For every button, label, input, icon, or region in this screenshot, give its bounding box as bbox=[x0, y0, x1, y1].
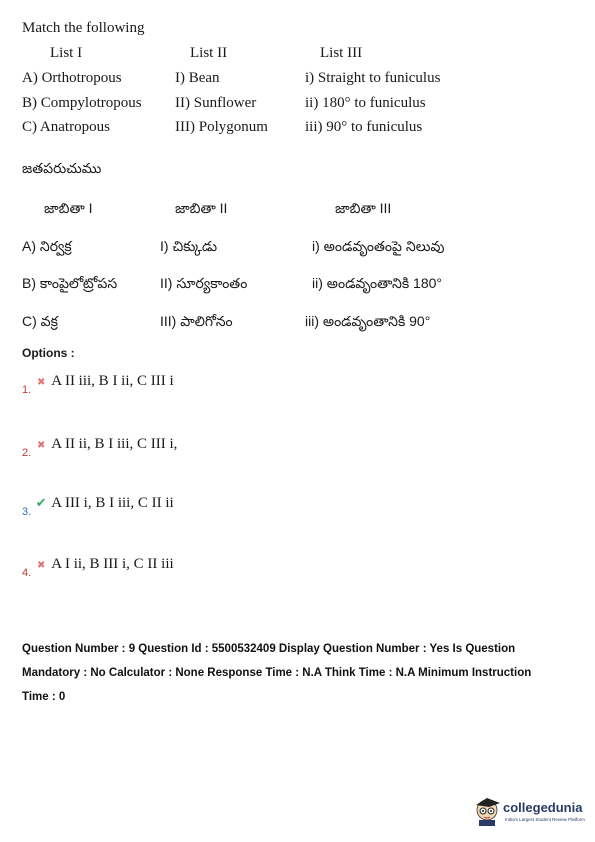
option-1[interactable] bbox=[22, 372, 174, 396]
list-1-item-b: B) Compylotropous bbox=[22, 95, 142, 111]
telugu-list-2-item-1: I) చిక్కుడు bbox=[160, 238, 218, 254]
mascot-icon bbox=[473, 793, 503, 827]
list-3-item-3: iii) 90° to funiculus bbox=[305, 119, 423, 135]
option-number: 4. bbox=[22, 567, 32, 579]
list-1-header: List I bbox=[50, 45, 83, 61]
options-label: Options : bbox=[22, 346, 75, 360]
check-mark-icon: ✔ bbox=[35, 495, 47, 510]
option-number: 2. bbox=[22, 447, 32, 459]
wrong-mark-icon: ✖ bbox=[36, 377, 46, 388]
telugu-list-1-item-b: B) కాంపైలోట్రోపస bbox=[22, 275, 118, 291]
telugu-list-3-item-2: ii) అండవృంతానికి 180° bbox=[312, 275, 442, 291]
question-meta-line-3: Time : 0 bbox=[22, 691, 66, 703]
question-meta-line-1: Question Number : 9 Question Id : 5500532409 Display Question Number : Yes Is Question bbox=[22, 643, 516, 655]
wrong-mark-icon: ✖ bbox=[36, 560, 46, 571]
option-text: A I ii, B III i, C II iii bbox=[51, 556, 174, 572]
option-text: A III i, B I iii, C II ii bbox=[51, 495, 174, 511]
telugu-list-1-header: జాబితా I bbox=[44, 200, 93, 216]
list-2-item-2: II) Sunflower bbox=[175, 95, 257, 111]
option-4[interactable] bbox=[22, 555, 174, 579]
list-3-item-1: i) Straight to funiculus bbox=[305, 70, 441, 86]
list-2-header: List II bbox=[190, 45, 228, 61]
list-3-header: List III bbox=[320, 45, 363, 61]
telugu-list-1-item-c: C) వక్ర bbox=[22, 313, 58, 329]
list-1-item-c: C) Anatropous bbox=[22, 119, 110, 135]
option-text: A II iii, B I ii, C III i bbox=[51, 373, 174, 389]
option-2[interactable] bbox=[22, 435, 178, 459]
telugu-list-2-item-2: II) సూర్యకాంతం bbox=[160, 275, 248, 291]
telugu-list-1-item-a: A) నిర్వక్ర bbox=[22, 238, 72, 254]
telugu-list-3-item-3: iii) అండవృంతానికి 90° bbox=[305, 313, 431, 329]
wrong-mark-icon: ✖ bbox=[36, 440, 46, 451]
telugu-list-2-header: జాబితా II bbox=[175, 200, 228, 216]
list-3-item-2: ii) 180° to funiculus bbox=[305, 95, 426, 111]
collegedunia-logo bbox=[473, 793, 588, 829]
list-1-item-a: A) Orthotropous bbox=[22, 70, 122, 86]
logo-tagline: India's Largest Student Review Platform bbox=[505, 817, 585, 822]
option-text: A II ii, B I iii, C III i, bbox=[51, 436, 178, 452]
logo-name: collegedunia bbox=[503, 800, 583, 815]
option-number: 1. bbox=[22, 384, 32, 396]
option-number: 3. bbox=[22, 506, 32, 518]
option-3[interactable] bbox=[22, 494, 174, 518]
question-heading: Match the following bbox=[22, 20, 145, 36]
list-2-item-1: I) Bean bbox=[175, 70, 220, 86]
question-meta-line-2: Mandatory : No Calculator : None Response Time : N.A Think Time : N.A Minimum Instruction bbox=[22, 667, 532, 679]
telugu-heading: జతపరుచుము bbox=[22, 160, 102, 176]
telugu-list-3-item-1: i) అండవృంతంపై నిలువు bbox=[312, 238, 445, 254]
list-2-item-3: III) Polygonum bbox=[175, 119, 268, 135]
telugu-list-3-header: జాబితా III bbox=[335, 200, 392, 216]
telugu-list-2-item-3: III) పాలిగోనం bbox=[160, 313, 233, 329]
